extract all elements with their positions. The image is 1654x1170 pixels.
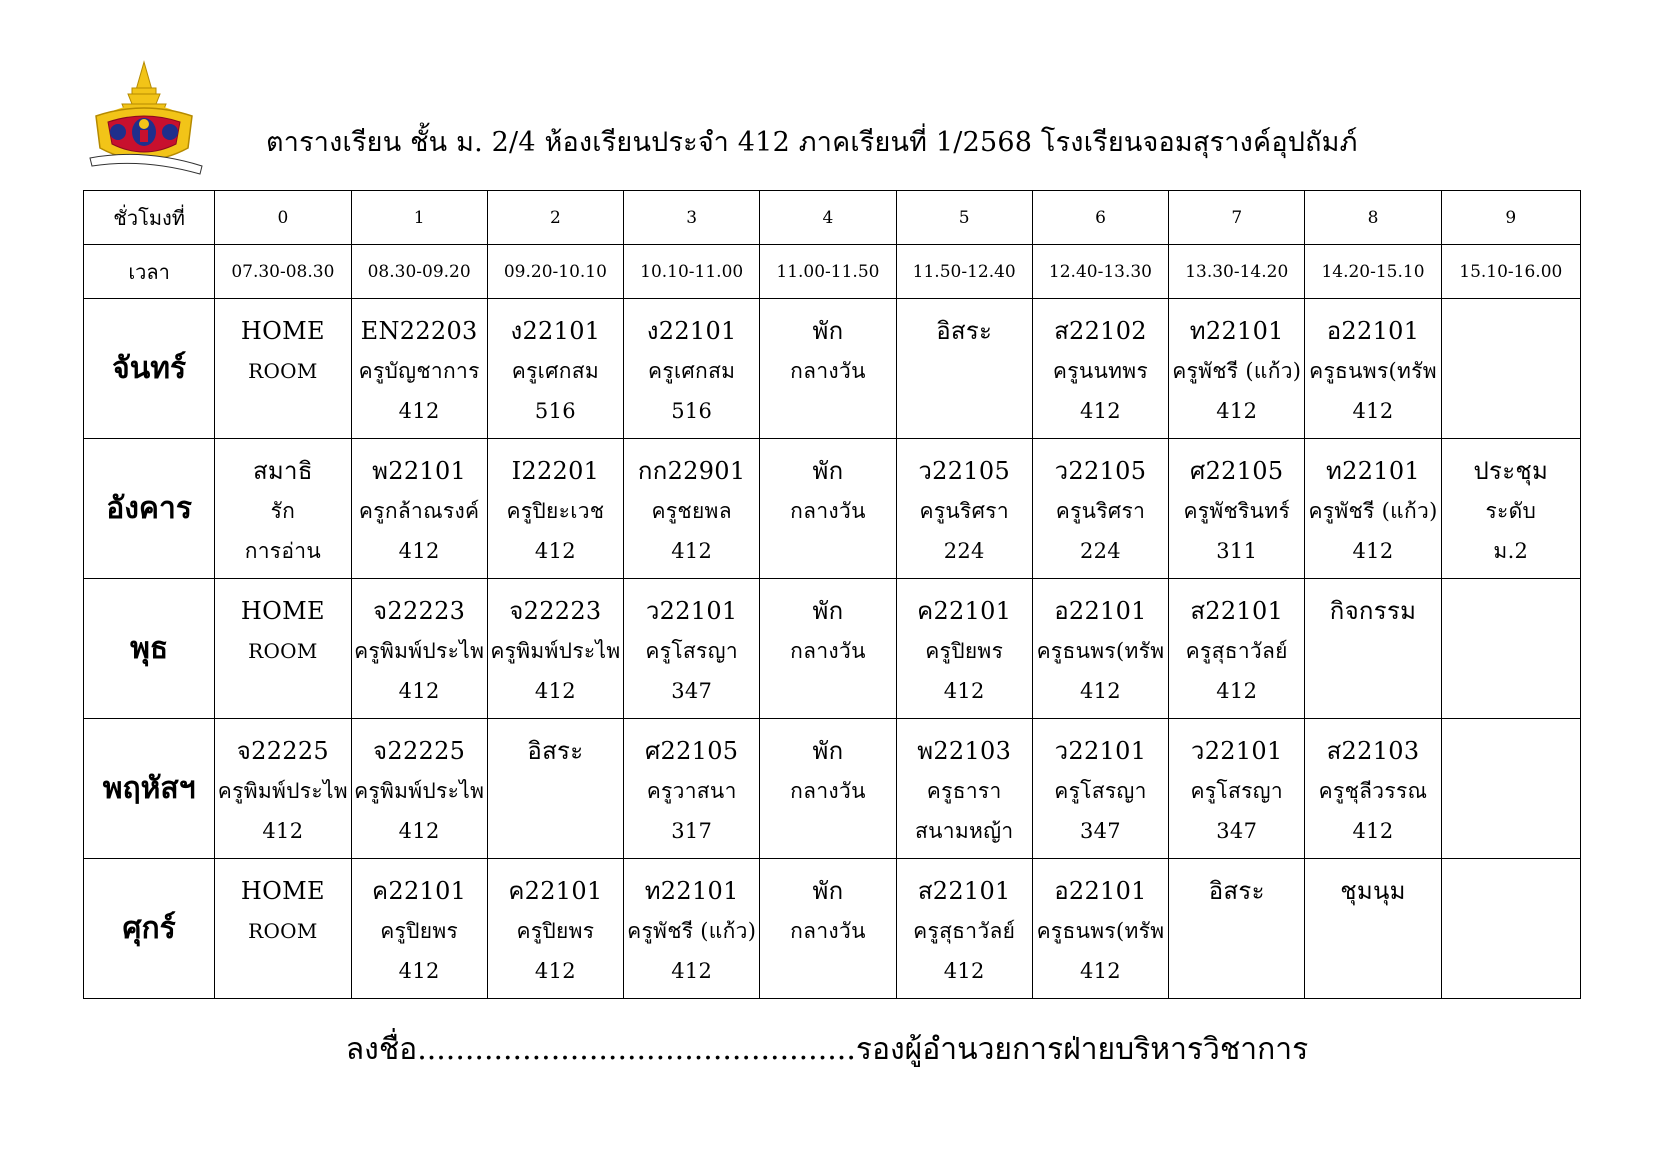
day-name: พฤหัสฯ [84,719,215,859]
class-cell [624,719,760,859]
class-room: 224 [1079,539,1121,563]
period-number-cell: 1 [351,191,487,245]
class-code: พัก [812,877,844,905]
class-room: 412 [398,539,440,563]
class-code: สมาธิ [252,457,313,485]
class-room: 516 [534,399,576,423]
class-teacher: ครูบัญชาการ [358,359,480,383]
class-cell [487,719,623,859]
class-room: 311 [1216,539,1258,563]
class-cell [760,859,896,999]
class-room: 317 [671,819,713,843]
class-cell [1305,579,1441,719]
class-teacher: ครูพัชรี (แก้ว) [1308,499,1438,523]
class-code: HOME [240,597,325,625]
class-cell [215,719,351,859]
class-room [1169,951,1304,991]
class-code: ว22101 [645,597,738,625]
class-cell [487,579,623,719]
class-teacher: ครูธนพร(ทรัพ [1309,359,1437,383]
class-cell [896,719,1032,859]
class-code: จ22225 [236,737,329,765]
class-code: พ22101 [372,457,467,485]
period-number-cell: 7 [1169,191,1305,245]
class-cell [760,579,896,719]
class-room [760,531,895,571]
class-cell [1032,719,1168,859]
class-cell [1441,719,1580,859]
class-code: ว22101 [1054,737,1147,765]
class-cell [1441,579,1580,719]
class-cell [487,859,623,999]
class-teacher: ครูปิยพร [516,919,595,943]
class-cell [215,579,351,719]
class-room: 347 [1216,819,1258,843]
day-name: จันทร์ [84,299,215,439]
class-room: 412 [1079,679,1121,703]
class-cell [1032,579,1168,719]
class-teacher [1169,911,1304,951]
class-code: ศ22105 [1190,457,1284,485]
class-room [488,811,623,851]
class-code: ค22101 [508,877,603,905]
class-teacher [897,351,1032,391]
class-room: ม.2 [1493,539,1529,563]
class-code: HOME [240,877,325,905]
class-room [760,671,895,711]
class-teacher [1442,351,1580,391]
class-room [1442,951,1580,991]
class-room [1442,811,1580,851]
class-cell [896,299,1032,439]
class-code: ประชุม [1473,457,1549,485]
class-teacher: ครูวาสนา [646,779,737,803]
class-cell [1305,719,1441,859]
period-time-cell: 11.00-11.50 [760,245,896,299]
class-teacher [1305,911,1440,951]
class-cell [760,719,896,859]
class-teacher: ครูพิมพ์ประไพ [354,779,485,803]
class-cell [624,579,760,719]
period-time-cell: 15.10-16.00 [1441,245,1580,299]
class-code: ว22105 [1054,457,1147,485]
class-cell [351,299,487,439]
class-cell [1169,719,1305,859]
class-cell [1169,579,1305,719]
class-room: 412 [1216,679,1258,703]
class-room: 412 [1216,399,1258,423]
class-cell [215,859,351,999]
class-code: พัก [812,317,844,345]
class-teacher: กลางวัน [790,639,866,663]
class-cell [351,719,487,859]
day-row [84,579,1581,719]
class-code: ว22101 [1190,737,1283,765]
class-teacher: ครูนริศรา [919,499,1009,523]
class-room: 516 [671,399,713,423]
class-code [1442,731,1580,771]
class-room: 412 [671,959,713,983]
class-room: 412 [1079,959,1121,983]
class-room: 412 [943,959,985,983]
class-room [215,391,350,431]
class-code: พ22103 [917,737,1012,765]
class-room: 412 [398,399,440,423]
period-number-cell: 4 [760,191,896,245]
class-code: I22201 [511,457,600,485]
class-teacher: ครูพัชรี (แก้ว) [627,919,757,943]
class-teacher: ครูพัชรินทร์ [1183,499,1291,523]
class-cell [1032,859,1168,999]
class-teacher: ครูชยพล [651,499,732,523]
class-cell [760,299,896,439]
class-cell [215,439,351,579]
class-code: จ22225 [373,737,466,765]
class-cell [1032,299,1168,439]
class-room: 412 [1352,819,1394,843]
class-teacher: ครูโสรญา [1054,779,1147,803]
class-code: อ22101 [1054,597,1147,625]
class-cell [1305,439,1441,579]
school-emblem-icon [84,60,212,178]
class-cell [624,859,760,999]
period-time-cell: 12.40-13.30 [1032,245,1168,299]
day-name: พุธ [84,579,215,719]
class-cell [896,439,1032,579]
class-code [1442,591,1580,631]
class-room: 412 [534,959,576,983]
class-teacher [488,771,623,811]
class-teacher: ครูนนทพร [1052,359,1149,383]
page-title: ตารางเรียน ชั้น ม. 2/4 ห้องเรียนประจำ 412 ภาคเรียนที่ 1/2568 โรงเรียนจอมสุรางค์อุปถัมภ์ [266,127,1358,158]
period-number-cell: 0 [215,191,351,245]
class-room: 412 [534,679,576,703]
class-room [1442,391,1580,431]
class-room: 412 [1079,399,1121,423]
class-room: 412 [1352,399,1394,423]
class-teacher: ครูธารา [926,779,1002,803]
class-code: ส22101 [917,877,1011,905]
class-teacher: ครูพัชรี (แก้ว) [1172,359,1302,383]
class-teacher: กลางวัน [790,779,866,803]
class-teacher: กลางวัน [790,499,866,523]
class-code: ง22101 [510,317,601,345]
class-room: 347 [671,679,713,703]
class-cell [760,439,896,579]
class-code: กิจกรรม [1329,597,1417,625]
class-teacher: ครูนริศรา [1055,499,1146,523]
class-teacher: ครูสุธาวัลย์ [1185,639,1288,663]
class-teacher [1442,631,1580,671]
class-code: ว22105 [918,457,1011,485]
class-room: 412 [262,819,304,843]
class-cell [1441,439,1580,579]
class-cell [1169,299,1305,439]
class-code: HOME [240,317,325,345]
class-cell [1169,439,1305,579]
class-room [1442,671,1580,711]
class-code: กก22901 [637,457,746,485]
day-row [84,439,1581,579]
class-teacher: ครูกล้าณรงค์ [358,499,480,523]
day-name: ศุกร์ [84,859,215,999]
class-teacher: ครูชุลีวรรณ [1318,779,1428,803]
class-code: EN22203 [360,317,478,345]
class-cell [1441,859,1580,999]
day-row [84,299,1581,439]
class-teacher: ครูพิมพ์ประไพ [490,639,621,663]
class-room: 412 [534,539,576,563]
period-time-cell: 07.30-08.30 [215,245,351,299]
class-code: อิสระ [1208,877,1265,905]
class-cell [1032,439,1168,579]
class-cell [1305,299,1441,439]
class-cell [624,299,760,439]
time-header-row [84,245,1581,299]
class-room: 347 [1079,819,1121,843]
period-time-cell: 09.20-10.10 [487,245,623,299]
class-room: 412 [671,539,713,563]
class-code: จ22223 [509,597,602,625]
class-teacher: ระดับ [1485,499,1537,523]
class-teacher: ROOM [248,359,318,383]
day-row [84,719,1581,859]
class-cell [487,299,623,439]
class-code: ค22101 [372,877,467,905]
class-code: ชุมนุม [1340,877,1406,905]
period-time-cell: 10.10-11.00 [624,245,760,299]
period-time-cell: 11.50-12.40 [896,245,1032,299]
class-teacher: กลางวัน [790,919,866,943]
class-code [1442,871,1580,911]
day-row [84,859,1581,999]
day-name: อังคาร [84,439,215,579]
class-cell [351,579,487,719]
period-number-cell: 9 [1441,191,1580,245]
class-code: ท22101 [1326,457,1420,485]
class-room [1305,671,1440,711]
class-code: อิสระ [527,737,584,765]
class-room [215,951,350,991]
class-code: พัก [812,737,844,765]
class-teacher: ครูปิยพร [925,639,1004,663]
time-header-label: เวลา [84,245,215,299]
class-code: ศ22105 [644,737,739,765]
class-teacher: ครูโสรญา [645,639,738,663]
period-header-row [84,191,1581,245]
class-room: สนามหญ้า [914,819,1014,843]
class-room [897,391,1032,431]
period-number-cell: 5 [896,191,1032,245]
period-number-cell: 6 [1032,191,1168,245]
school-logo [84,60,212,178]
period-number-cell: 2 [487,191,623,245]
class-code: ส22103 [1326,737,1420,765]
period-number-cell: 3 [624,191,760,245]
class-code: อิสระ [936,317,993,345]
class-room [760,951,895,991]
class-code: อ22101 [1326,317,1420,345]
class-cell [1169,859,1305,999]
class-teacher: ครูโสรญา [1190,779,1283,803]
class-code [1442,311,1580,351]
class-room [760,391,895,431]
signature-line: ลงชื่อ..............................................รองผู้อำนวยการฝ่ายบริหารวิชาการ [345,1032,1309,1067]
class-cell [1441,299,1580,439]
period-time-cell: 08.30-09.20 [351,245,487,299]
class-code: ส22102 [1054,317,1147,345]
class-teacher: ครูสุธาวัลย์ [913,919,1016,943]
class-code: พัก [812,597,844,625]
class-teacher: กลางวัน [790,359,866,383]
class-cell [351,859,487,999]
class-room [215,671,350,711]
class-room [1305,951,1440,991]
class-room: 224 [943,539,985,563]
class-teacher: ROOM [248,639,318,663]
class-teacher: ครูเศกสม [648,359,736,383]
period-header-label: ชั่วโมงที่ [84,191,215,245]
class-teacher [1305,631,1440,671]
class-room: 412 [1352,539,1394,563]
class-cell [896,579,1032,719]
class-room: 412 [398,959,440,983]
class-code: อ22101 [1054,877,1147,905]
class-teacher: ครูปิยพร [380,919,459,943]
class-room: 412 [943,679,985,703]
period-time-cell: 14.20-15.10 [1305,245,1441,299]
class-code: ส22101 [1190,597,1284,625]
class-code: ท22101 [1189,317,1284,345]
class-cell [215,299,351,439]
class-cell [1305,859,1441,999]
class-teacher: ครูธนพร(ทรัพ [1036,919,1165,943]
class-room: 412 [398,819,440,843]
class-cell [487,439,623,579]
timetable [83,190,1581,999]
class-cell [351,439,487,579]
class-room [760,811,895,851]
class-code: ง22101 [646,317,737,345]
class-teacher: ครูปิยะเวช [506,499,605,523]
class-teacher: ครูพิมพ์ประไพ [354,639,485,663]
class-teacher: รัก [270,499,296,523]
class-room: 412 [398,679,440,703]
class-teacher: ครูเศกสม [511,359,600,383]
class-cell [624,439,760,579]
class-code: ค22101 [917,597,1012,625]
class-teacher [1442,771,1580,811]
period-time-cell: 13.30-14.20 [1169,245,1305,299]
class-room: การอ่าน [244,539,322,563]
class-teacher: ครูธนพร(ทรัพ [1036,639,1165,663]
class-teacher: ROOM [248,919,318,943]
class-code: ท22101 [644,877,739,905]
class-teacher: ครูพิมพ์ประไพ [217,779,348,803]
class-teacher [1442,911,1580,951]
period-number-cell: 8 [1305,191,1441,245]
class-code: พัก [812,457,844,485]
class-cell [896,859,1032,999]
class-code: จ22223 [373,597,466,625]
